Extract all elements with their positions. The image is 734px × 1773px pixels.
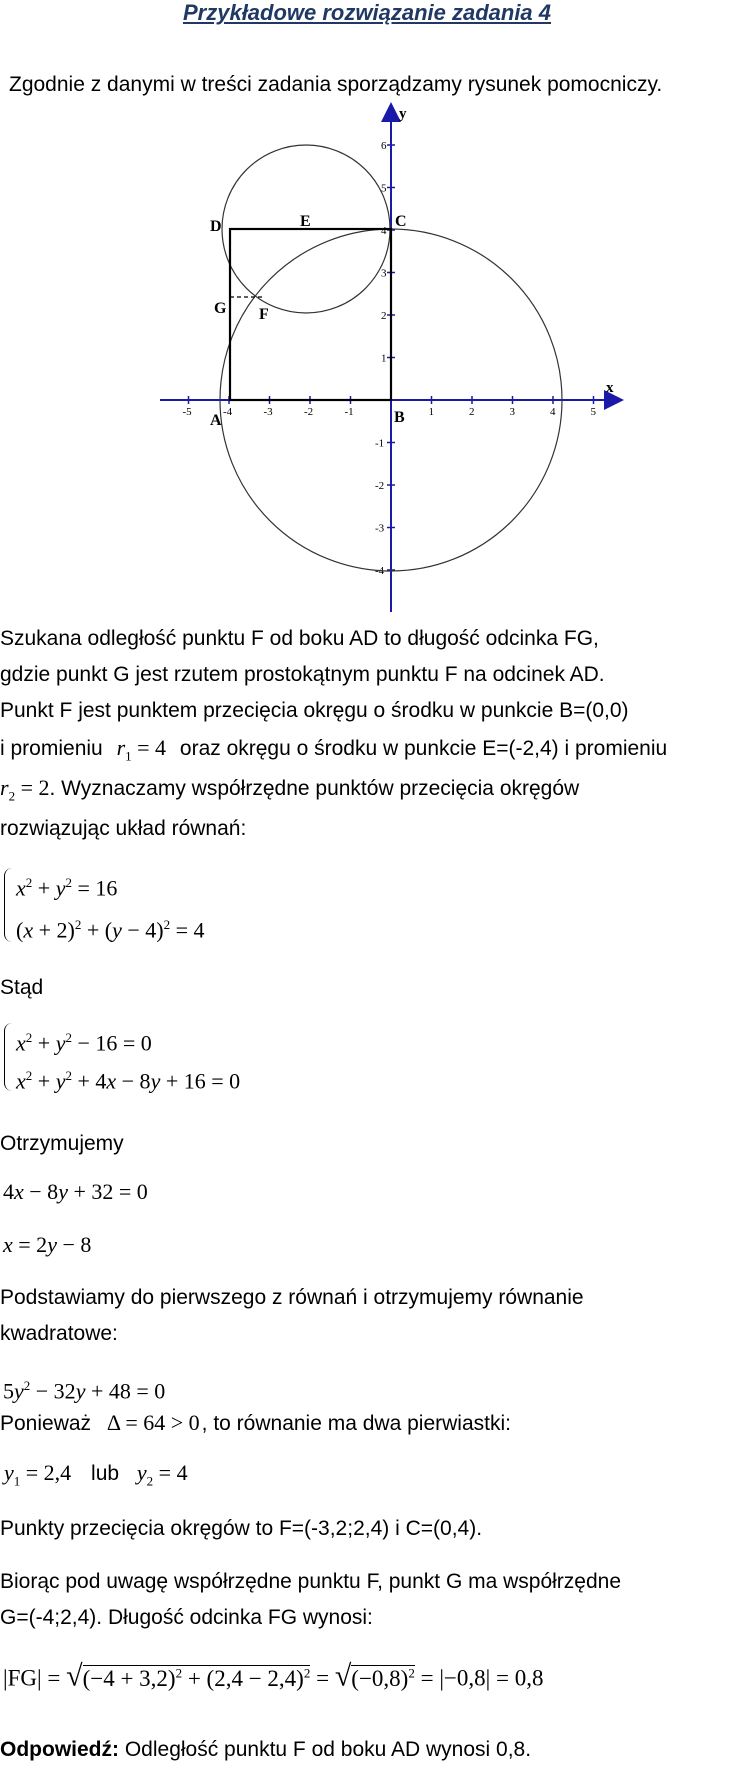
answer-line <box>0 1738 531 1762</box>
x-tick-label: -5 <box>182 406 192 418</box>
math-r1: $r_1 = 4$ <box>116 735 167 764</box>
point-label-f: F <box>259 306 269 323</box>
podstawiamy-line-1: Podstawiamy do pierwszego z równań i otrzymujemy równanie <box>0 1286 584 1309</box>
y-tick-label: -1 <box>375 437 385 450</box>
podstawiamy-line-2: kwadratowe: <box>0 1322 118 1345</box>
auxiliary-drawing <box>0 0 734 620</box>
math-y2: $y_2 = 4$ <box>136 1460 188 1489</box>
stad-text: Stąd <box>0 976 44 999</box>
p5-text: . Wyznaczamy współrzędne punktów przecięcia okręgów <box>49 777 580 800</box>
y-tick-label: 4 <box>381 225 387 237</box>
math-r2: $r_2 = 2$ <box>0 775 50 804</box>
x-tick-label: 2 <box>469 406 475 418</box>
equation-1a: $x^2 + y^2 = 16$ <box>16 875 118 901</box>
intro-text: Zgodnie z danymi w treści zadania sporządzamy rysunek pomocniczy. <box>9 73 663 96</box>
point-label-e: E <box>300 213 311 230</box>
poniewaz-tail: , to równanie ma dwa pierwiastki: <box>201 1412 511 1435</box>
square-abcd <box>230 229 391 400</box>
x-tick-label: 1 <box>428 406 434 418</box>
equation-2b: $x^2 + y^2 + 4x - 8y + 16 = 0$ <box>16 1068 241 1094</box>
x-tick-label: -4 <box>223 406 233 418</box>
axis-label-y: y <box>399 106 407 122</box>
p4-end: oraz okręgu o środku w punkcie E=(-2,4) i promieniu <box>179 737 668 760</box>
biorac-line-2: G=(-4;2,4). Długość odcinka FG wynosi: <box>0 1606 373 1629</box>
x-tick-label: -2 <box>304 406 314 418</box>
point-label-d: D <box>210 218 222 235</box>
equation-2a: $x^2 + y^2 - 16 = 0$ <box>16 1030 152 1056</box>
poniewaz-text: Ponieważ <box>0 1412 92 1435</box>
lub-text: lub <box>91 1462 120 1485</box>
y-tick-label: 3 <box>381 267 387 280</box>
y-tick-label: 5 <box>381 182 387 195</box>
y-tick-label: 2 <box>381 310 387 322</box>
biorac-line-1: Biorąc pod uwagę współrzędne punktu F, punkt G ma współrzędne <box>0 1570 622 1593</box>
equation-x: x = 2y − 8 <box>3 1232 92 1257</box>
p4-start: i promieniu <box>0 737 103 760</box>
paragraph-line-1: Szukana odległość punktu F od boku AD to długość odcinka FG, <box>0 627 599 650</box>
page-title: Przykładowe rozwiązanie zadania 4 <box>182 0 552 25</box>
paragraph-line-5 <box>0 775 579 809</box>
brace-system-2 <box>4 1023 13 1091</box>
equation-linear: 4x − 8y + 32 = 0 <box>3 1179 148 1204</box>
poniewaz-line <box>0 1410 511 1436</box>
paragraph-line-3: Punkt F jest punktem przecięcia okręgu o środku w punkcie B=(0,0) <box>0 699 629 722</box>
otrzymujemy-text: Otrzymujemy <box>0 1132 124 1155</box>
roots-line <box>0 1460 188 1494</box>
paragraph-line-2: gdzie punkt G jest rzutem prostokątnym punktu F na odcinek AD. <box>0 663 605 686</box>
paragraph-line-4 <box>0 735 667 769</box>
y-tick-label: 6 <box>381 140 387 152</box>
y-tick-label: -3 <box>375 522 385 535</box>
point-label-a: A <box>210 412 222 429</box>
point-label-g: G <box>214 300 227 317</box>
equation-fg: $|FG| = √(-4 + 3,2)^2 + (2,4 - 2,4)^2 = √(-0,8)^2 = |-0,8| = 0,8$ <box>3 1659 544 1693</box>
y-tick-label: -2 <box>375 480 385 492</box>
x-tick-label: -3 <box>263 406 273 418</box>
x-tick-label: 5 <box>590 406 596 418</box>
y-tick-label: -4 <box>375 565 385 577</box>
point-label-c: C <box>395 213 407 230</box>
brace-system-1 <box>4 868 13 942</box>
math-delta: Δ = 64 > 0 <box>106 1410 200 1435</box>
x-tick-label: -1 <box>344 406 354 418</box>
answer-label: Odpowiedź: <box>0 1738 119 1761</box>
axis-label-x: x <box>606 380 614 396</box>
y-tick-label: 1 <box>381 352 387 365</box>
equation-quadratic: $5y^2 - 32y + 48 = 0$ <box>3 1378 166 1404</box>
x-tick-label: 3 <box>509 406 515 418</box>
answer-text: Odległość punktu F od boku AD wynosi 0,8. <box>119 1738 532 1761</box>
x-tick-label: 4 <box>550 406 556 418</box>
math-y1: $y_1 = 2,4$ <box>4 1460 72 1489</box>
punkty-text: Punkty przecięcia okręgów to F=(-3,2;2,4) i C=(0,4). <box>0 1517 483 1540</box>
point-label-b: B <box>394 409 405 426</box>
equation-1b: $(x + 2)^2 + (y - 4)^2 = 4$ <box>16 917 205 943</box>
paragraph-line-6: rozwiązując układ równań: <box>0 817 247 840</box>
